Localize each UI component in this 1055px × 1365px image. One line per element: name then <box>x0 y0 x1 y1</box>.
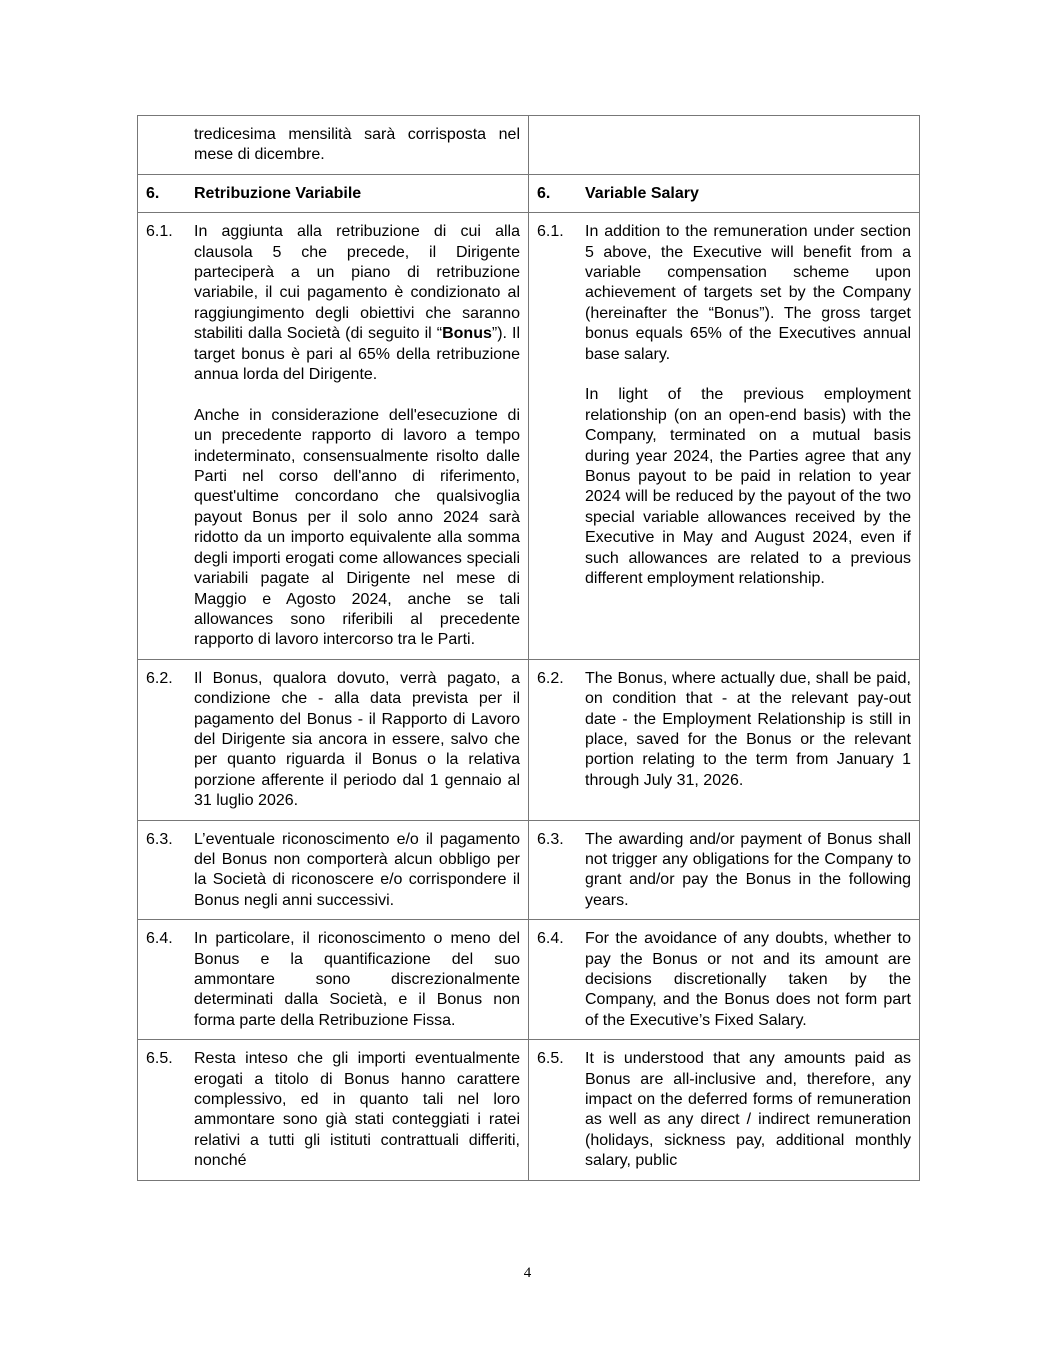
italian-cell <box>138 659 529 820</box>
italian-cell <box>138 1040 529 1180</box>
table-row <box>138 820 920 920</box>
clause-number: 6.4. <box>537 930 564 948</box>
clause-number: 6.1. <box>146 223 173 241</box>
clause-paragraph: In addition to the remuneration under section 5 above, the Executive will benefit from a variable compensation scheme upon achievement of targets set by the Company (hereinafter the “Bonus”). The gross target bonus equals 65% of the Executives annual base salary. <box>585 223 911 363</box>
clause-paragraph: Retribuzione Variabile <box>194 184 362 202</box>
table-row <box>138 920 920 1040</box>
table-row <box>138 659 920 820</box>
clause-text <box>194 669 520 812</box>
clause-text <box>194 830 520 912</box>
english-cell <box>529 1040 920 1180</box>
clause-paragraph: In particolare, il riconoscimento o meno del Bonus e la quantificazione del suo ammontare sono discrezionalmente determinati dalla Società, e il Bonus non forma parte della Retribuzione Fissa. <box>194 930 520 1029</box>
table-row <box>138 116 920 175</box>
clause-text <box>194 125 520 166</box>
clause-paragraph: The awarding and/or payment of Bonus shall not trigger any obligations for the Company to grant and/or pay the Bonus in the following years. <box>585 830 911 909</box>
italian-cell <box>138 174 529 212</box>
clause-paragraph: In aggiunta alla retribuzione di cui alla clausola 5 che precede, il Dirigente parteciperà a un piano di retribuzione variabile, il cui pagamento è condizionato al raggiungimento degli obiettivi che saranno stabiliti dalla Società (di seguito il “Bonus”). Il target bonus è pari al 65% della retribuzione annua lorda del Dirigente. <box>194 223 521 384</box>
italian-cell <box>138 213 529 660</box>
clause-paragraph: The Bonus, where actually due, shall be paid, on condition that - at the relevant pay-out date - the Employment Relationship is still in place, saved for the Bonus or the relevant portion relating to the term from January 1 through July 31, 2026. <box>585 669 911 789</box>
english-cell <box>529 659 920 820</box>
clause-number: 6. <box>146 184 160 202</box>
page-number: 4 <box>523 1265 532 1281</box>
clause-text <box>585 669 911 791</box>
clause-number: 6.3. <box>537 830 564 848</box>
english-cell <box>529 820 920 920</box>
clause-number: 6.4. <box>146 930 173 948</box>
clause-number: 6.2. <box>537 669 564 687</box>
clause-text <box>585 929 911 1031</box>
english-cell <box>529 920 920 1040</box>
clause-number: 6.5. <box>537 1050 564 1068</box>
clause-text <box>585 222 911 589</box>
table-row <box>138 1040 920 1180</box>
clause-number <box>146 125 194 166</box>
clause-number: 6.5. <box>146 1050 173 1068</box>
clause-number: 6.2. <box>146 669 173 687</box>
italian-cell <box>138 116 529 175</box>
english-cell <box>529 174 920 212</box>
italian-cell <box>138 820 529 920</box>
clause-text <box>194 222 520 651</box>
clause-text <box>585 184 911 204</box>
clause-paragraph: Resta inteso che gli importi eventualmente erogati a titolo di Bonus hanno carattere complessivo, ed in quanto tali nel loro ammontare sono già stati conteggiati i ratei relativi a tutti gli istituti contrattuali differiti, nonché <box>194 1050 520 1170</box>
english-cell <box>529 213 920 660</box>
clause-number: 6. <box>537 184 551 202</box>
clause-text <box>585 1049 911 1171</box>
italian-cell <box>138 920 529 1040</box>
clause-number: 6.3. <box>146 830 173 848</box>
clause-number: 6.1. <box>537 223 564 241</box>
clause-paragraph: It is understood that any amounts paid as Bonus are all-inclusive and, therefore, any impact on the deferred forms of remuneration as well as any direct / indirect remuneration (holidays, sickness pay, additional monthly salary, public <box>585 1050 911 1170</box>
clause-paragraph: Il Bonus, qualora dovuto, verrà pagato, a condizione che - alla data prevista per il pagamento del Bonus - il Rapporto di Lavoro del Dirigente sia ancora in essere, salvo che per quanto riguarda il Bonus o la relativa porzione afferente il periodo dal 1 gennaio al 31 luglio 2026. <box>194 669 520 810</box>
table-row <box>138 213 920 660</box>
clause-text <box>194 929 520 1031</box>
clause-paragraph: Anche in considerazione dell'esecuzione di un precedente rapporto di lavoro a tempo indeterminato, consensualmente risolto dalle Parti nel corso dell'anno di riferimento, quest'ultime concordano che qualsivoglia payout Bonus per il solo anno 2024 sarà ridotto da un importo equivalente alla somma degli importi erogati come allowances speciali variabili pagate al Dirigente nel mese di Maggio e Agosto 2024, anche se tali allowances sono riferibili al precedente rapporto di lavoro intercorso tra le Parti. <box>194 406 520 649</box>
clause-text <box>585 830 911 912</box>
clause-paragraph: In light of the previous employment relationship (on an open-end basis) with the Company, terminated on a mutual basis during year 2024, the Parties agree that any Bonus payout to be paid in relation to year 2024 will be reduced by the payout of the two special variable allowances received by the Executive in May and August 2024, even if such allowances are related to a previous different employment relationship. <box>585 386 911 588</box>
table-row <box>138 174 920 212</box>
bilingual-contract-table <box>137 115 920 1181</box>
clause-text <box>194 184 520 204</box>
clause-paragraph: tredicesima mensilità sarà corrisposta nel mese di dicembre. <box>194 126 520 164</box>
clause-text <box>194 1049 520 1171</box>
clause-paragraph: Variable Salary <box>585 184 699 202</box>
clause-paragraph: L’eventuale riconoscimento e/o il pagamento del Bonus non comporterà alcun obbligo per la Società di riconoscere e/o corrispondere il Bonus negli anni successivi. <box>194 830 520 909</box>
english-cell <box>529 116 920 175</box>
clause-paragraph: For the avoidance of any doubts, whether to pay the Bonus or not and its amount are decisions discretionally taken by the Company, and the Bonus does not form part of the Executive’s Fixed Salary. <box>585 930 911 1029</box>
